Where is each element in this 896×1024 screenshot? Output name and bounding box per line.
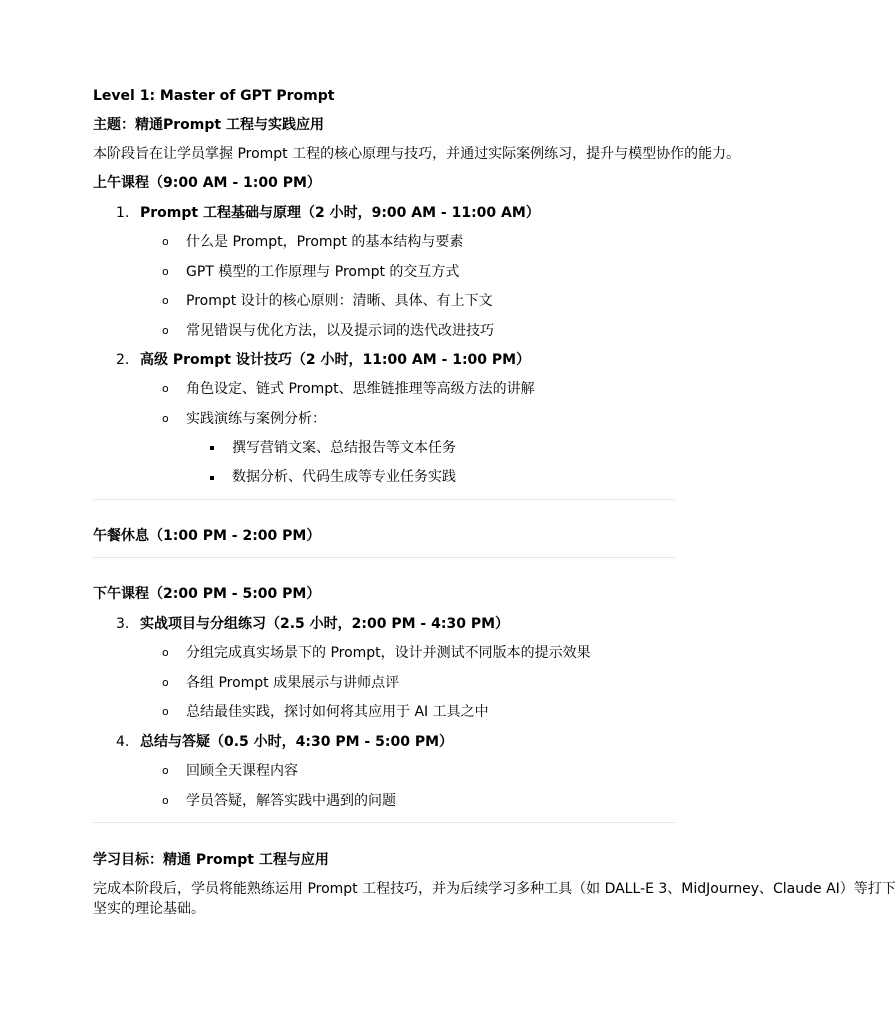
circle-bullet-icon: o: [162, 705, 169, 718]
circle-bullet-icon: o: [162, 764, 169, 777]
list-number: 1.: [116, 205, 130, 221]
list-subitem: 回顾全天课程内容: [186, 763, 298, 779]
list-number: 4.: [116, 734, 130, 750]
list-item-label: 高级 Prompt 设计技巧（2 小时，11:00 AM - 1:00 PM）: [140, 352, 531, 368]
list-number: 2.: [116, 352, 130, 368]
intro-paragraph: 本阶段旨在让学员掌握 Prompt 工程的核心原理与技巧，并通过实际案例练习，提升与模型协作的能力。: [93, 146, 741, 162]
section-divider: [93, 822, 675, 823]
circle-bullet-icon: o: [162, 646, 169, 659]
list-item-label: Prompt 工程基础与原理（2 小时，9:00 AM - 11:00 AM）: [140, 205, 540, 221]
list-number: 3.: [116, 616, 130, 632]
section-divider: [93, 557, 675, 558]
doc-subtitle: 主题：精通Prompt 工程与实践应用: [93, 117, 324, 133]
list-subsubitem: 数据分析、代码生成等专业任务实践: [232, 469, 456, 485]
square-bullet-icon: [210, 476, 214, 480]
morning-heading: 上午课程（9:00 AM - 1:00 PM）: [93, 175, 321, 191]
list-subitem: 什么是 Prompt，Prompt 的基本结构与要素: [186, 234, 464, 250]
list-item-label: 总结与答疑（0.5 小时，4:30 PM - 5:00 PM）: [140, 734, 454, 750]
list-subitem: 实践演练与案例分析：: [186, 411, 326, 427]
outcome-paragraph-line: 坚实的理论基础。: [93, 901, 205, 917]
circle-bullet-icon: o: [162, 235, 169, 248]
outcome-paragraph-line: 完成本阶段后，学员将能熟练运用 Prompt 工程技巧，并为后续学习多种工具（如 DALL-E 3、MidJourney、Claude AI）等打下: [93, 881, 896, 897]
afternoon-heading: 下午课程（2:00 PM - 5:00 PM）: [93, 586, 321, 602]
list-subitem: 学员答疑，解答实践中遇到的问题: [186, 793, 396, 809]
circle-bullet-icon: o: [162, 294, 169, 307]
lunch-heading: 午餐休息（1:00 PM - 2:00 PM）: [93, 528, 321, 544]
list-subitem: 常见错误与优化方法，以及提示词的迭代改进技巧: [186, 323, 494, 339]
doc-title: Level 1: Master of GPT Prompt: [93, 88, 335, 104]
list-subitem: 各组 Prompt 成果展示与讲师点评: [186, 675, 400, 691]
circle-bullet-icon: o: [162, 412, 169, 425]
circle-bullet-icon: o: [162, 382, 169, 395]
circle-bullet-icon: o: [162, 265, 169, 278]
circle-bullet-icon: o: [162, 794, 169, 807]
circle-bullet-icon: o: [162, 324, 169, 337]
square-bullet-icon: [210, 446, 214, 450]
circle-bullet-icon: o: [162, 676, 169, 689]
list-subsubitem: 撰写营销文案、总结报告等文本任务: [232, 440, 456, 456]
list-subitem: 总结最佳实践，探讨如何将其应用于 AI 工具之中: [186, 704, 489, 720]
outcome-heading: 学习目标：精通 Prompt 工程与应用: [93, 852, 329, 868]
list-item-label: 实战项目与分组练习（2.5 小时，2:00 PM - 4:30 PM）: [140, 616, 510, 632]
list-subitem: 分组完成真实场景下的 Prompt，设计并测试不同版本的提示效果: [186, 645, 591, 661]
list-subitem: Prompt 设计的核心原则：清晰、具体、有上下文: [186, 293, 493, 309]
list-subitem: GPT 模型的工作原理与 Prompt 的交互方式: [186, 264, 460, 280]
section-divider: [93, 499, 675, 500]
list-subitem: 角色设定、链式 Prompt、思维链推理等高级方法的讲解: [186, 381, 535, 397]
